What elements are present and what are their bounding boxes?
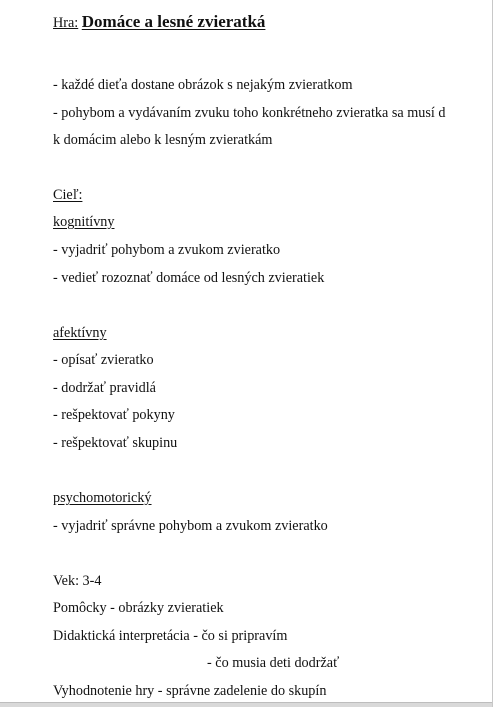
- evaluation-line: Vyhodnotenie hry - správne zadelenie do skupín: [53, 683, 327, 699]
- didactic-line-1: Didaktická interpretácia - čo si pripravím: [53, 628, 288, 644]
- affective-item-1: - opísať zvieratko: [53, 352, 154, 368]
- title-prefix: Hra:: [53, 15, 79, 31]
- cognitive-heading: kognitívny: [53, 214, 115, 230]
- psychomotor-item-1: - vyjadriť správne pohybom a zvukom zvieratko: [53, 518, 328, 534]
- title-main: Domáce a lesné zvieratká: [81, 12, 266, 31]
- page-bottom-edge: [0, 702, 492, 707]
- psychomotor-heading: psychomotorický: [53, 490, 152, 506]
- intro-line-3: k domácim alebo k lesným zvieratkám: [53, 132, 273, 148]
- goal-heading: Cieľ:: [53, 187, 83, 203]
- affective-item-3: - rešpektovať pokyny: [53, 407, 175, 423]
- affective-item-2: - dodržať pravidlá: [53, 380, 156, 396]
- age-line: Vek: 3-4: [53, 573, 102, 589]
- affective-item-4: - rešpektovať skupinu: [53, 435, 178, 451]
- cognitive-item-1: - vyjadriť pohybom a zvukom zvieratko: [53, 242, 281, 258]
- cognitive-item-2: - vedieť rozoznať domáce od lesných zvieratiek: [53, 270, 325, 286]
- document-title: [53, 13, 265, 32]
- aids-line: Pomôcky - obrázky zvieratiek: [53, 600, 224, 616]
- intro-line-1: - každé dieťa dostane obrázok s nejakým zvieratkom: [53, 77, 353, 93]
- didactic-line-2: - čo musia deti dodržať: [207, 655, 340, 671]
- affective-heading: afektívny: [53, 325, 107, 341]
- intro-line-2: - pohybom a vydávaním zvuku toho konkrétneho zvieratka sa musí d: [53, 105, 446, 121]
